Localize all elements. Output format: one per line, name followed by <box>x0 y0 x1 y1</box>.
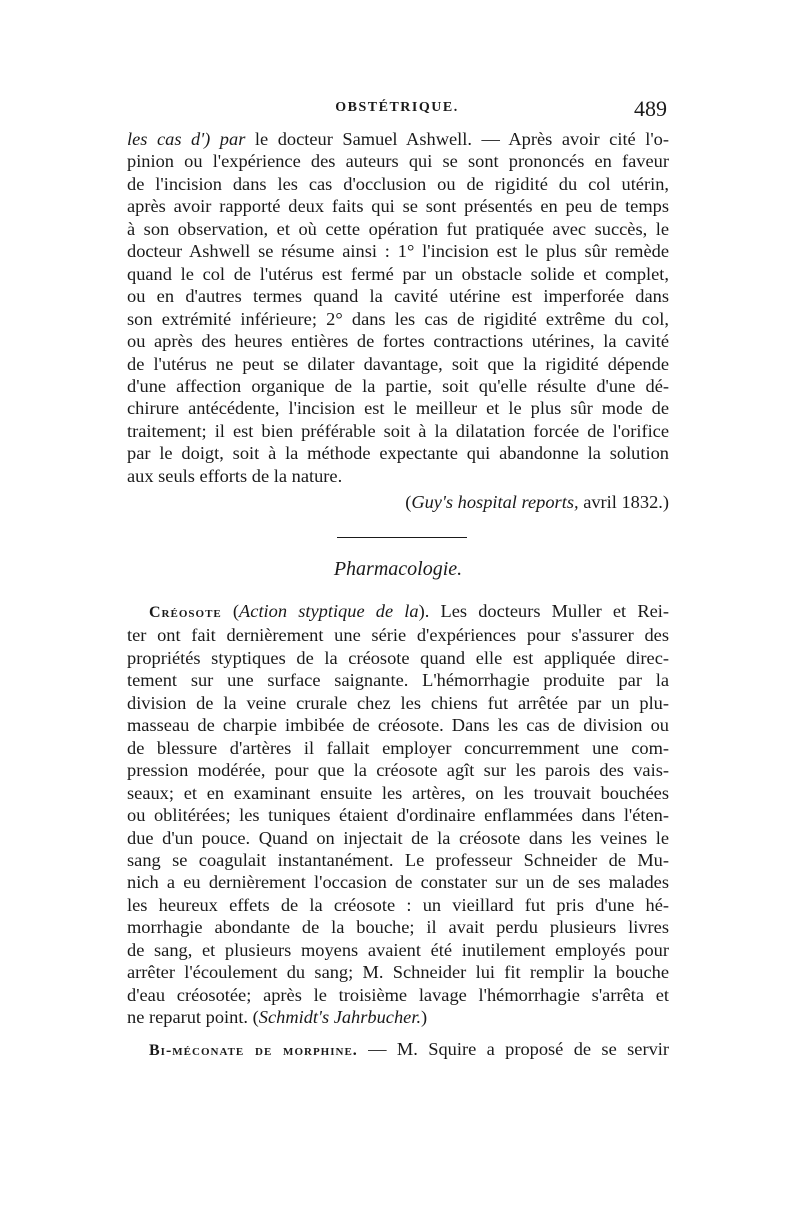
text-line <box>127 128 669 150</box>
paragraph-ashwell <box>127 128 669 487</box>
text-line: traitement; il est bien préférable soit à la dilatation forcée de l'orifice <box>127 420 669 441</box>
text-line: à son observation, et où cette opération fut pratiquée avec succès, le <box>127 218 669 239</box>
text-fragment: le docteur Samuel Ashwell. — Après avoir cité l'o- <box>245 129 669 149</box>
section-divider <box>337 537 467 538</box>
section-title: Pharmacologie. <box>333 558 463 580</box>
text-line: après avoir rapporté deux faits qui se sont présentés en peu de temps <box>127 196 669 217</box>
citation-source: Schmidt's Jahrbucher. <box>258 1007 422 1028</box>
text-line: aux seuls efforts de la nature. <box>127 465 343 486</box>
page-header <box>127 96 667 126</box>
running-title: OBSTÉTRIQUE. <box>335 100 459 115</box>
page-number: 489 <box>634 96 667 121</box>
text-line: ou après des heures entières de fortes contractions utérines, la cavité <box>127 331 669 352</box>
text-line: les heureux effets de la créosote : un vieillard fut pris d'une hé- <box>127 894 669 915</box>
text-line: docteur Ashwell se résume ainsi : 1° l'incision est le plus sûr remède <box>127 241 669 262</box>
text-line: de l'incision dans les cas d'occlusion ou de rigidité du col utérin, <box>127 173 669 194</box>
paragraph-bi-meconate <box>127 1038 669 1062</box>
text-fragment: ) <box>421 1007 428 1028</box>
text-line: pression modérée, pour que la créosote agît sur les parois des vais- <box>127 760 669 781</box>
text-line <box>127 1038 669 1062</box>
text-line: pinion ou l'expérience des auteurs qui se sont prononcés en faveur <box>127 151 669 172</box>
text-line: son extrémité inférieure; 2° dans les cas de rigidité extrême du col, <box>127 308 669 329</box>
text-line: division de la veine crurale chez les chiens fut arrêtée par un plu- <box>127 692 669 713</box>
citation-source: Guy's hospital reports, <box>411 492 579 512</box>
text-fragment: ne reparut point. ( <box>127 1007 259 1028</box>
text-line: d'eau créosotée; après le troisième lavage l'hémorrhagie s'arrêta et <box>127 984 669 1005</box>
text-line: arrêter l'écoulement du sang; M. Schneider lui fit remplir la bouche <box>127 962 669 983</box>
lead-term: Bi-méconate de morphine. <box>149 1042 358 1059</box>
paragraph-creosote <box>127 600 669 1029</box>
text-line: due d'un pouce. Quand on injectait de la créosote dans les veines le <box>127 827 669 848</box>
text-line: sang se coagulait instantanément. Le professeur Schneider de Mu- <box>127 849 669 870</box>
text-line <box>127 1006 669 1028</box>
text-line: Créosote (Action styptique de la). Les docteurs Muller et Rei- <box>149 601 669 621</box>
text-line: de sang, et plusieurs moyens avaient été inutilement employés pour <box>127 939 669 960</box>
text-line: ou oblitérées; les tuniques étaient d'ordinaire enflammées dans l'éten- <box>127 805 669 826</box>
text-line: propriétés styptiques de la créosote quand elle est appliquée direc- <box>127 647 669 668</box>
text-line: par le doigt, soit à la méthode expectante qui abandonne la solution <box>127 443 669 464</box>
text-line: de blessure d'artères il fallait employer concurremment une com- <box>127 737 669 758</box>
lead-term: Créosote <box>149 604 222 621</box>
text-line: seaux; et en examinant ensuite les artères, on les trouvait bouchées <box>127 782 669 803</box>
italic-fragment: les cas d') par <box>127 129 246 149</box>
text-line: ou en d'autres termes quand la cavité utérine est imperforée dans <box>127 286 669 307</box>
text-line: nich a eu dernièrement l'occasion de constater sur un de ses malades <box>127 872 669 893</box>
text-line: masseau de charpie imbibée de créosote. Dans les cas de division ou <box>127 715 669 736</box>
text-line: de l'utérus ne peut se dilater davantage, soit que la rigidité dépende <box>127 353 669 374</box>
text-line: d'une affection organique de la partie, soit qu'elle résulte d'une dé- <box>127 375 669 396</box>
citation-date: avril 1832. <box>583 492 663 512</box>
text-line: tement sur une surface saignante. L'hémorrhagie produite par la <box>127 670 669 691</box>
citation-guys-hospital: (Guy's hospital reports, avril 1832.) <box>405 492 669 512</box>
text-fragment: ). Les docteurs Muller et Rei- <box>418 601 669 621</box>
text-fragment: — M. Squire a proposé de se servir <box>357 1039 669 1059</box>
text-line: morrhagie abondante de la bouche; il avait perdu plusieurs livres <box>127 917 669 938</box>
italic-fragment: Action styptique de la <box>239 601 419 621</box>
text-line: ter ont fait dernièrement une série d'expériences pour s'assurer des <box>127 625 669 646</box>
text-line: quand le col de l'utérus est fermé par un obstacle solide et complet, <box>127 263 669 284</box>
text-line: chirure antécédente, l'incision est le meilleur et le plus sûr mode de <box>127 398 669 419</box>
